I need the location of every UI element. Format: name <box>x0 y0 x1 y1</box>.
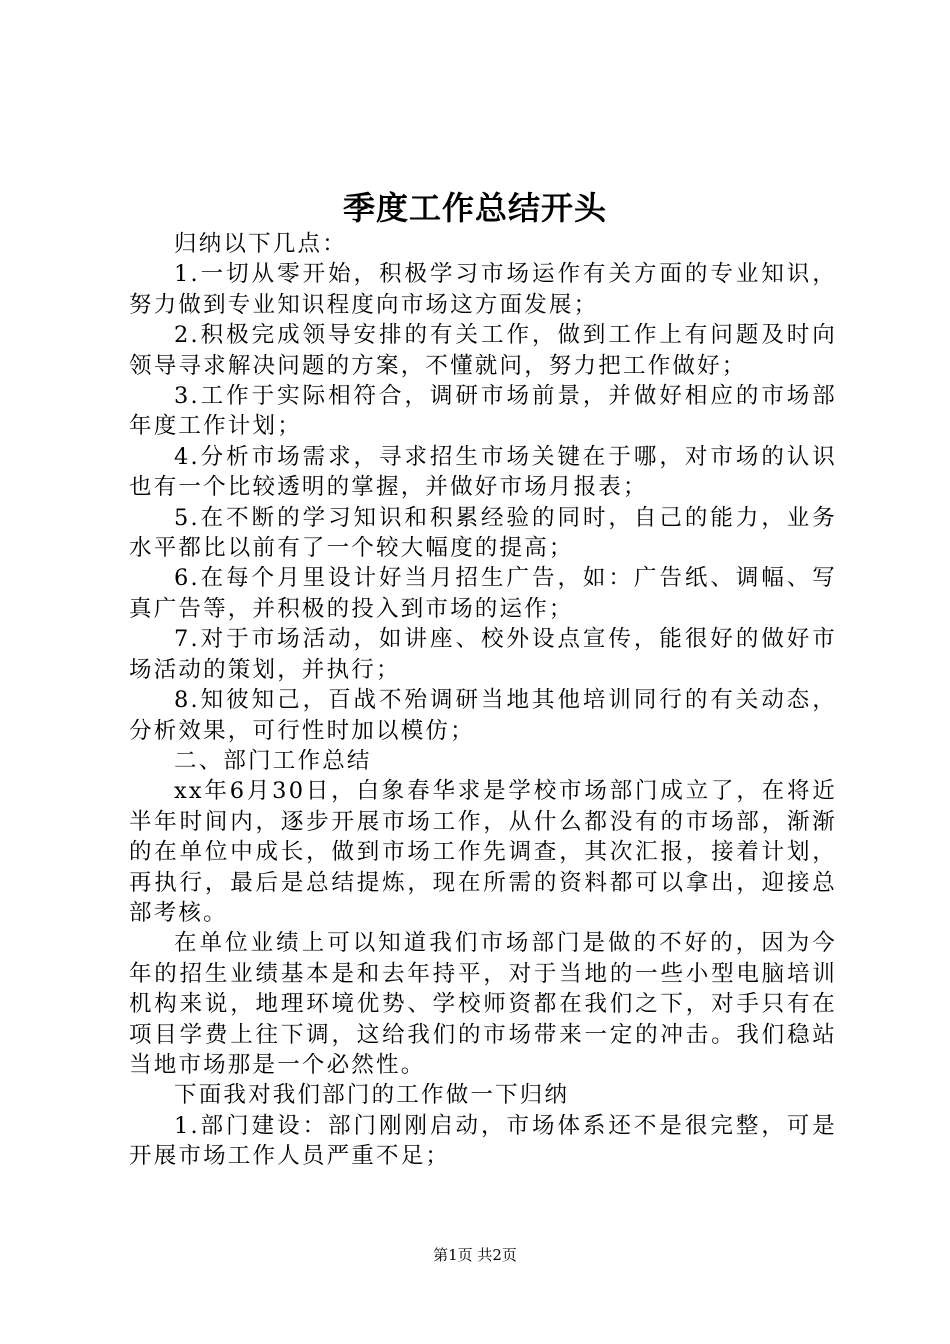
section-heading: 二、部门工作总结 <box>174 747 372 774</box>
paragraph: 6.在每个月里设计好当月招生广告，如：广告纸、调幅、写真广告等，并积极的投入到市场的运作； <box>129 565 837 622</box>
paragraph: 7.对于市场活动，如讲座、校外设点宣传，能很好的做好市场活动的策划，并执行； <box>129 626 837 683</box>
document-body <box>129 229 837 1172</box>
document-title: 季度工作总结开头 <box>342 189 607 227</box>
paragraph: 5.在不断的学习知识和积累经验的同时，自己的能力，业务水平都比以前有了一个较大幅度的提高； <box>129 504 837 562</box>
paragraph: 归纳以下几点： <box>174 231 347 257</box>
paragraph: 8.知彼知己，百战不殆调研当地其他培训同行的有关动态，分析效果，可行性时加以模仿； <box>129 687 837 744</box>
paragraph: 3.工作于实际相符合，调研市场前景，并做好相应的市场部年度工作计划； <box>129 383 837 440</box>
paragraph: xx年6月30日，白象春华求是学校市场部门成立了，在将近半年时间内，逐步开展市场工作，从什么都没有的市场部，渐渐的在单位中成长，做到市场工作先调查，其次汇报，接着计划，再执行，最后是总结提炼，现在所需的资料都可以拿出，迎接总部考核。 <box>129 778 837 926</box>
paragraph: 下面我对我们部门的工作做一下归纳 <box>174 1082 570 1109</box>
paragraph: 2.积极完成领导安排的有关工作，做到工作上有问题及时向领导寻求解决问题的方案，不懂就问，努力把工作做好； <box>129 322 837 379</box>
paragraph: 1.部门建设：部门刚刚启动，市场体系还不是很完整，可是开展市场工作人员严重不足； <box>129 1112 837 1170</box>
paragraph: 1.一切从零开始，积极学习市场运作有关方面的专业知识，努力做到专业知识程度向市场这方面发展； <box>129 261 837 318</box>
paragraph: 4.分析市场需求，寻求招生市场关键在于哪，对市场的认识也有一个比较透明的掌握，并做好市场月报表； <box>129 443 837 501</box>
paragraph: 在单位业绩上可以知道我们市场部门是做的不好的，因为今年的招生业绩基本是和去年持平，对于当地的一些小型电脑培训机构来说，地理环境优势、学校师资都在我们之下，对手只有在项目学费上往下调，这给我们的市场带来一定的冲击。我们稳站当地市场那是一个必然性。 <box>129 930 837 1078</box>
page-footer: 第1页 共2页 <box>433 1246 517 1264</box>
